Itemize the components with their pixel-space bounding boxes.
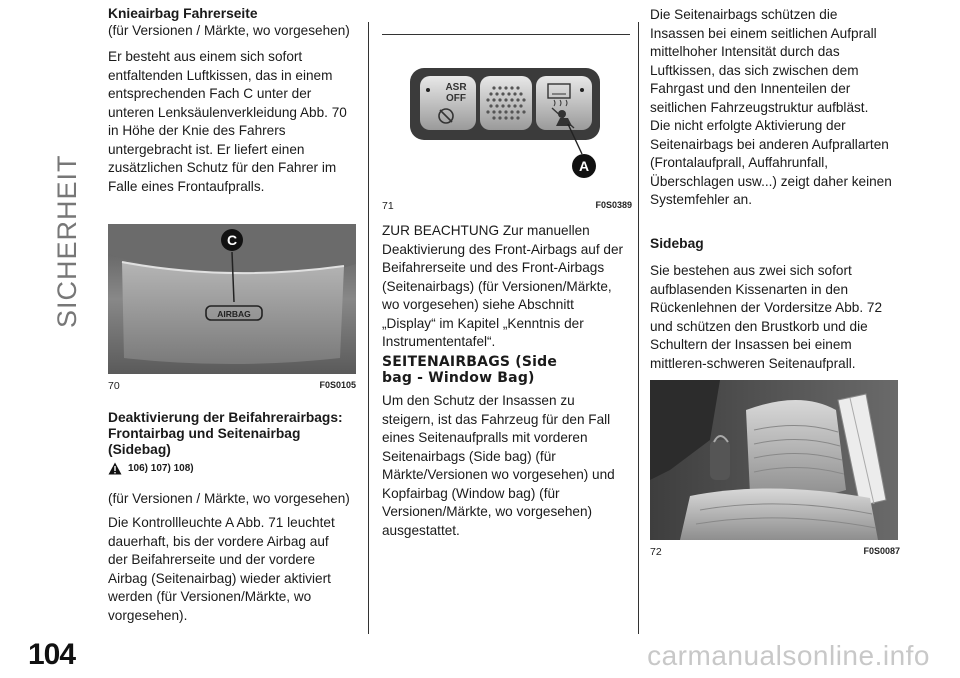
- page-number: 104: [28, 638, 76, 671]
- text-line: seitlichen Fahrzeugstruktur aufbläst.: [650, 99, 869, 115]
- figure-code: F0S0389: [595, 200, 632, 210]
- seat-image: [650, 380, 898, 540]
- warning-triangle-icon: [108, 462, 122, 475]
- text-line: Überschlagen usw...) zeigt daher keinen: [650, 173, 892, 189]
- heading-line: Deaktivierung der Beifahrerairbags:: [108, 410, 343, 425]
- airbag-label: AIRBAG: [217, 309, 251, 319]
- button-panel-image: [382, 42, 630, 192]
- text-line: dauerhaft, bis der vordere Airbag auf: [108, 533, 329, 549]
- text-line: Kopfairbag (Window bag) (für: [382, 485, 560, 501]
- heading-line: (Sidebag): [108, 442, 171, 457]
- text-line: Er besteht aus einem sich sofort: [108, 49, 303, 64]
- column-divider: [638, 22, 639, 634]
- figure-70-knee-airbag: [108, 224, 356, 374]
- figure-code: F0S0087: [863, 546, 900, 556]
- warning-references: [108, 462, 194, 475]
- warning-refs-text: 106) 107) 108): [128, 463, 194, 474]
- text-line: Airbag (Seitenairbag) wieder aktiviert: [108, 570, 331, 586]
- text-line: steigern, ist das Fahrzeug für den Fall: [382, 411, 611, 427]
- text-line: werden (für Versionen/Märkte, wo: [108, 589, 312, 604]
- text-line: vorgesehen).: [108, 607, 188, 623]
- watermark: carmanualsonline.info: [647, 640, 930, 671]
- text-line: Schultern der Insassen bei einem: [650, 337, 852, 352]
- text-line: wo vorgesehen) siehe Abschnitt: [382, 297, 574, 312]
- section-title-text: SICHERHEIT: [52, 154, 82, 328]
- note-versions: (für Versionen / Märkte, wo vorgesehen): [108, 23, 350, 38]
- note-versions-2: (für Versionen / Märkte, wo vorgesehen): [108, 491, 350, 506]
- text-line: Die nicht erfolgte Aktivierung der: [650, 118, 846, 133]
- figure-number: 70: [108, 380, 120, 392]
- text-line: Rückenlehnen der Vordersitze Abb. 72: [650, 300, 883, 315]
- text-line: der Beifahrerseite und der vordere: [108, 552, 316, 567]
- text-line: zusätzlichen Schutz für den Fahrer im: [108, 160, 337, 175]
- text-line: untergebracht ist. Er liefert einen: [108, 141, 305, 157]
- heading-sidebag: Sidebag: [650, 236, 704, 251]
- text-line: entfaltenden Luftkissen, das in einem: [108, 67, 333, 83]
- text-line: Falle eines Frontaufpralls.: [108, 178, 265, 194]
- text-line: Systemfehler an.: [650, 192, 752, 207]
- text-line: Seitenairbags (Side bag) (für: [382, 448, 556, 464]
- heading-knee-airbag: Knieairbag Fahrerseite: [108, 6, 258, 21]
- text-line: Sie bestehen aus zwei sich sofort: [650, 263, 852, 278]
- text-line: „Display“ im Kapitel „Kenntnis der: [382, 315, 584, 331]
- figure-number: 72: [650, 546, 662, 558]
- text-line: Beifahrerseite und des Front-Airbags: [382, 260, 605, 275]
- text-line: in Höhe der Knie des Fahrers: [108, 123, 286, 138]
- heading-line: Frontairbag und Seitenairbag: [108, 426, 301, 441]
- text-line: Insassen bei einem seitlichen Aufprall: [650, 25, 877, 41]
- figure-71-button-panel: [382, 42, 630, 192]
- paragraph-warning-light: [108, 514, 356, 625]
- text-line: aufblasenden Kissenarten in den: [650, 281, 849, 297]
- section-title: [52, 28, 92, 328]
- paragraph-knee-airbag: [108, 48, 356, 196]
- text-line: (Seitenairbags) (für Versionen/Märkte,: [382, 278, 612, 294]
- text-line: Instrumententafel“.: [382, 334, 496, 349]
- text-line: unteren Lenksäulenverkleidung Abb. 70: [108, 104, 347, 120]
- figure-top-rule: [382, 34, 630, 35]
- heading-line: SEITENAIRBAGS (Side: [382, 354, 558, 370]
- text-line: Die Kontrollleuchte A Abb. 71 leuchtet: [108, 515, 335, 530]
- heading-side-airbags: [382, 354, 632, 386]
- text-line: Deaktivierung des Front-Airbags auf der: [382, 241, 624, 257]
- text-line: Märkte/Versionen wo vorgesehen) und: [382, 467, 615, 482]
- text-line: ZUR BEACHTUNG Zur manuellen: [382, 223, 590, 238]
- text-line: (Frontalaufprall, Auffahrunfall,: [650, 155, 829, 170]
- text-line: entsprechenden Fach C unter der: [108, 86, 312, 101]
- text-line: Um den Schutz der Insassen zu: [382, 393, 575, 408]
- paragraph-sidebag: [650, 262, 900, 373]
- figure-code: F0S0105: [319, 380, 356, 390]
- text-line: eines Seitenaufpralls mit vorderen: [382, 430, 588, 445]
- text-line: Versionen/Märkte, wo vorgesehen): [382, 504, 593, 519]
- paragraph-side-airbag-protection: [650, 6, 900, 210]
- text-line: mittelhoher Intensität durch das: [650, 44, 840, 59]
- figure-number: 71: [382, 200, 394, 212]
- asr-label-line1: ASR: [445, 82, 467, 93]
- callout-c: C: [226, 232, 238, 248]
- text-line: und schützen den Brustkorb und die: [650, 318, 868, 334]
- heading-deactivation: [108, 410, 356, 458]
- text-line: mittleren-schweren Seitenaufprall.: [650, 355, 856, 371]
- paragraph-side-airbags: [382, 392, 632, 540]
- asr-label-line2: OFF: [446, 93, 466, 104]
- paragraph-note-manual-deactivation: [382, 222, 632, 352]
- column-divider: [368, 22, 369, 634]
- text-line: Luftkissen, das sich zwischen dem: [650, 62, 859, 78]
- text-line: Die Seitenairbags schützen die: [650, 7, 838, 22]
- heading-line: bag - Window Bag): [382, 370, 535, 386]
- callout-a: A: [578, 158, 590, 174]
- text-line: ausgestattet.: [382, 522, 460, 538]
- knee-airbag-image: [108, 224, 356, 374]
- text-line: Seitenairbags bei anderen Aufprallarten: [650, 136, 889, 152]
- text-line: Fahrgast und den Innenteilen der: [650, 81, 851, 96]
- figure-72-seat-sidebag: [650, 380, 898, 540]
